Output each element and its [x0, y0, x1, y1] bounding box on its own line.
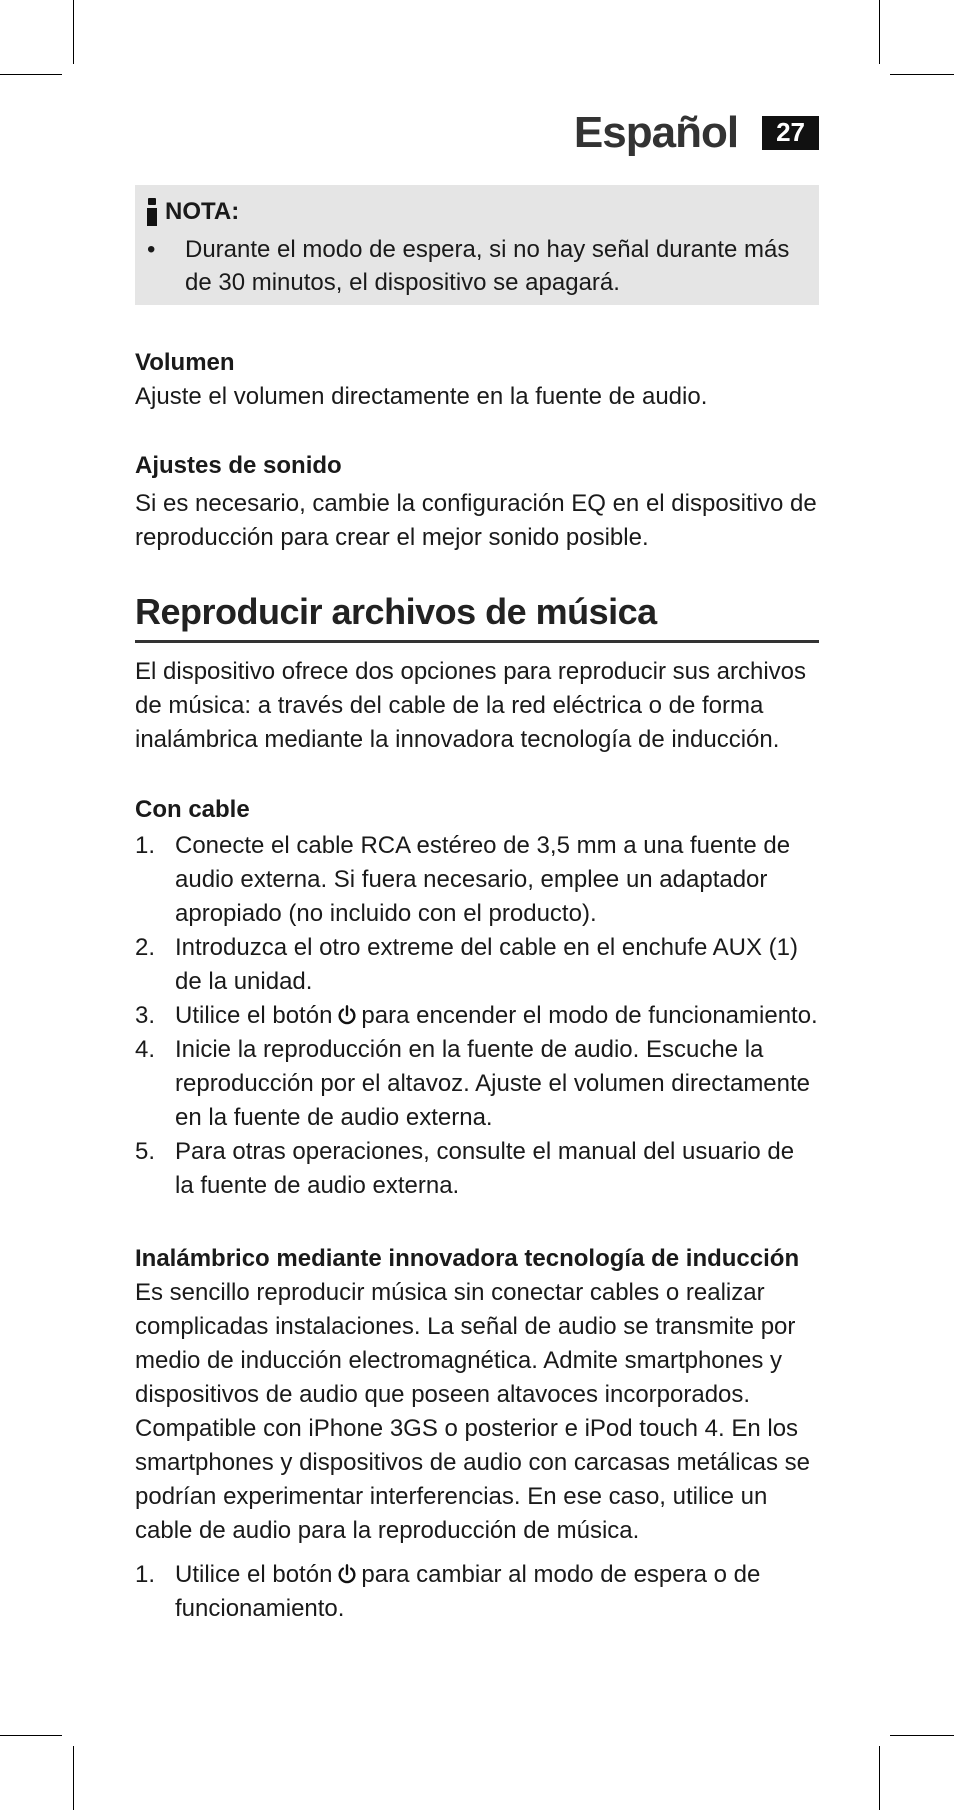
power-icon	[336, 1004, 358, 1026]
inalambrico-section	[135, 1242, 819, 1626]
note-text: Durante el modo de espera, si no hay señal durante más de 30 minutos, el dispositivo se apagará.	[185, 236, 790, 296]
info-icon	[145, 198, 159, 226]
inalambrico-steps	[135, 1558, 819, 1626]
list-item	[135, 1033, 819, 1135]
volumen-section	[135, 346, 819, 414]
inalambrico-text: Es sencillo reproducir música sin conectar cables o realizar complicadas instalaciones. La señal de audio se transmite por medio de inducción electromagnética. Admite smartphones y dispositivos de audio que poseen altavoces incorporados. Compatible con iPhone 3GS o posterior e iPod touch 4. En los smartphones y dispositivos de audio con carcasas metálicas se podrían experimentar interferencias. En ese caso, utilice un cable de audio para la reproducción de música.	[135, 1279, 810, 1544]
crop-mark	[879, 1746, 880, 1810]
ajustes-text: Si es necesario, cambie la configuración EQ en el dispositivo de reproducción para crear el mejor sonido posible.	[135, 490, 817, 551]
crop-mark	[890, 1735, 954, 1736]
volumen-text: Ajuste el volumen directamente en la fuente de audio.	[135, 383, 708, 410]
inalambrico-heading: Inalámbrico mediante innovadora tecnología de inducción	[135, 1245, 800, 1272]
volumen-heading: Volumen	[135, 349, 235, 376]
step-number: 4.	[135, 1036, 156, 1063]
step-text: Introduzca el otro extreme del cable en el enchufe AUX (1) de la unidad.	[175, 934, 799, 995]
list-item	[135, 1135, 819, 1203]
ajustes-heading: Ajustes de sonido	[135, 452, 342, 479]
music-section	[135, 590, 819, 757]
step-number: 5.	[135, 1138, 156, 1165]
list-item	[135, 999, 819, 1033]
note-title: NOTA:	[165, 198, 240, 225]
list-item	[135, 1558, 819, 1626]
step-number: 3.	[135, 1002, 156, 1029]
power-icon	[336, 1563, 358, 1585]
note-heading	[145, 197, 803, 227]
language-title: Español	[573, 108, 739, 157]
step-text-pre: Utilice el botón	[175, 1002, 333, 1029]
crop-mark	[879, 0, 880, 64]
crop-mark	[73, 0, 74, 64]
step-text: Inicie la reproducción en la fuente de audio. Escuche la reproducción por el altavoz. Ajuste el volumen directamente en la fuente de audio externa.	[175, 1036, 811, 1131]
step-number: 1.	[135, 832, 156, 859]
bullet: •	[147, 236, 156, 263]
crop-mark	[0, 1735, 62, 1736]
page-number: 27	[762, 116, 819, 150]
con-cable-section	[135, 793, 819, 1203]
note-box	[135, 185, 819, 305]
step-text: Para otras operaciones, consulte el manual del usuario de la fuente de audio externa.	[175, 1138, 795, 1199]
step-number: 1.	[135, 1561, 156, 1588]
list-item	[135, 829, 819, 931]
step-text-post: para encender el modo de funcionamiento.	[361, 1002, 818, 1029]
crop-mark	[73, 1746, 74, 1810]
list-item	[135, 931, 819, 999]
con-cable-heading: Con cable	[135, 796, 250, 823]
step-text	[175, 1558, 819, 1626]
note-item	[145, 233, 803, 299]
section-intro: El dispositivo ofrece dos opciones para reproducir sus archivos de música: a través del cable de la red eléctrica o de forma inalámbrica mediante la innovadora tecnología de inducción.	[135, 658, 807, 753]
con-cable-steps	[135, 829, 819, 1203]
page-header	[574, 108, 819, 158]
ajustes-section	[135, 449, 819, 555]
step-text-pre: Utilice el botón	[175, 1561, 333, 1588]
step-text-post: para cambiar al modo de espera o de funcionamiento.	[175, 1561, 761, 1622]
crop-mark	[0, 74, 62, 75]
step-text	[175, 999, 818, 1033]
step-text: Conecte el cable RCA estéreo de 3,5 mm a una fuente de audio externa. Si fuera necesario, emplee un adaptador apropiado (no incluido con el producto).	[175, 832, 791, 927]
section-title: Reproducir archivos de música	[135, 590, 819, 643]
crop-mark	[890, 74, 954, 75]
step-number: 2.	[135, 934, 156, 961]
